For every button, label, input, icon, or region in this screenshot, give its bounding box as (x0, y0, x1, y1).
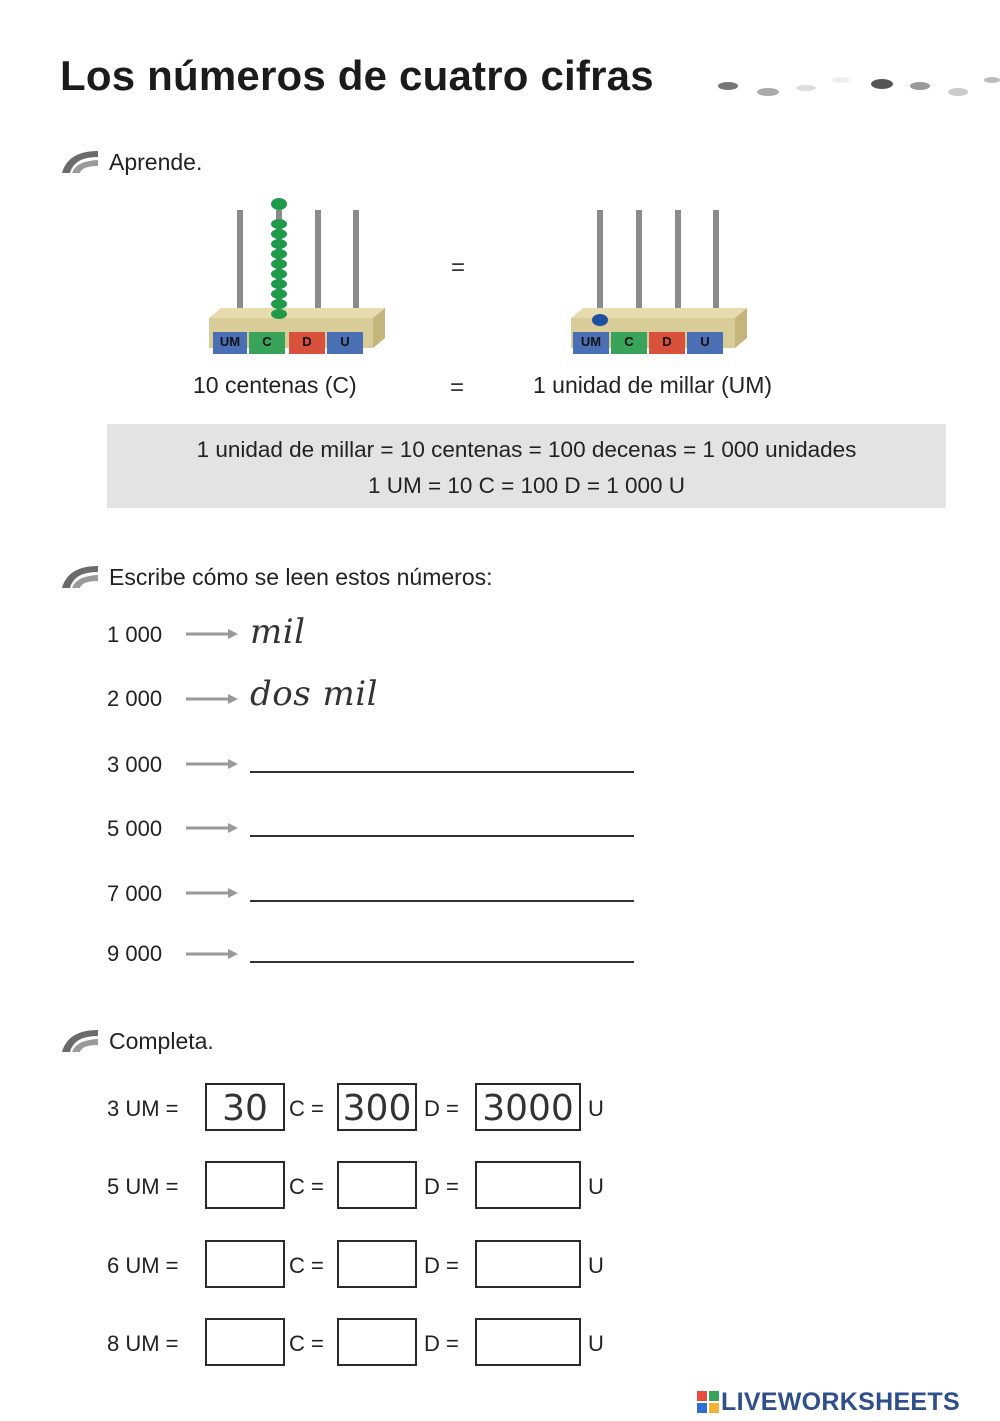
arrow-right-icon (186, 693, 238, 705)
unidades-input[interactable] (475, 1318, 581, 1366)
reading-heading: Escribe cómo se leen estos números: (109, 564, 493, 590)
reading-number: 5 000 (107, 816, 163, 841)
reading-answer-filled: dos mil (250, 674, 378, 714)
label-u: U (588, 1174, 604, 1199)
unidades-input[interactable] (475, 1240, 581, 1288)
reading-answer-filled: mil (250, 612, 306, 652)
right-abacus-label-c: C (624, 334, 634, 349)
learn-heading: Aprende. (109, 149, 203, 175)
left-abacus-label-d: D (302, 334, 312, 349)
label-u: U (588, 1096, 604, 1121)
answer-line (250, 771, 634, 773)
reading-number: 9 000 (107, 941, 163, 966)
row-label-um: 6 UM = (107, 1253, 179, 1278)
info-line-2: 1 UM = 10 C = 100 D = 1 000 U (367, 473, 686, 498)
label-d-equals: D = (424, 1096, 459, 1121)
left-abacus-label-c: C (262, 334, 272, 349)
arrow-right-icon (186, 758, 238, 770)
centenas-input[interactable]: 30 (205, 1083, 285, 1131)
info-box (107, 424, 946, 508)
blue-bead (592, 314, 608, 326)
section-icon (60, 147, 100, 175)
label-d-equals: D = (424, 1174, 459, 1199)
equals-sign-abacus: = (451, 254, 466, 281)
arrow-right-icon (186, 628, 238, 640)
reading-number: 3 000 (107, 752, 163, 777)
decenas-input[interactable] (337, 1161, 417, 1209)
complete-heading: Completa. (109, 1028, 214, 1054)
right-abacus-label-um: UM (580, 334, 602, 349)
centenas-input[interactable] (205, 1240, 285, 1288)
right-caption: 1 unidad de millar (UM) (533, 372, 773, 398)
arrow-right-icon (186, 887, 238, 899)
reading-number: 1 000 (107, 622, 163, 647)
reading-section-heading (60, 560, 580, 594)
right-abacus-label-d: D (662, 334, 672, 349)
decenas-input[interactable] (337, 1240, 417, 1288)
label-u: U (588, 1331, 604, 1356)
left-abacus-label-um: UM (219, 334, 241, 349)
row-label-um: 8 UM = (107, 1331, 179, 1356)
section-icon (60, 562, 100, 590)
unidades-input[interactable] (475, 1161, 581, 1209)
centenas-input[interactable] (205, 1161, 285, 1209)
page-title: Los números de cuatro cifras (60, 52, 654, 99)
decenas-input[interactable]: 300 (337, 1083, 417, 1131)
reading-number: 2 000 (107, 686, 163, 711)
row-label-um: 3 UM = (107, 1096, 179, 1121)
right-abacus-label-u: U (700, 334, 710, 349)
decenas-input[interactable] (337, 1318, 417, 1366)
arrow-right-icon (186, 822, 238, 834)
section-icon (60, 1026, 100, 1054)
left-caption: 10 centenas (C) (193, 372, 357, 398)
left-abacus-label-u: U (340, 334, 350, 349)
liveworksheets-logo (697, 1388, 997, 1414)
reading-number: 7 000 (107, 881, 163, 906)
liveworksheets-icon (697, 1391, 719, 1413)
answer-line (250, 835, 634, 837)
answer-line (250, 961, 634, 963)
arrow-right-icon (186, 948, 238, 960)
centenas-input[interactable] (205, 1318, 285, 1366)
equals-sign-caption: = (450, 374, 465, 401)
label-d-equals: D = (424, 1253, 459, 1278)
brand-text: LIVEWORKSHEETS (721, 1388, 960, 1416)
title-decoration (716, 66, 1000, 106)
row-label-um: 5 UM = (107, 1174, 179, 1199)
label-c-equals: C = (289, 1253, 324, 1278)
learn-section-heading (60, 145, 280, 179)
info-line-1: 1 unidad de millar = 10 centenas = 100 decenas = 1 000 unidades (196, 437, 857, 462)
label-c-equals: C = (289, 1096, 324, 1121)
label-u: U (588, 1253, 604, 1278)
label-c-equals: C = (289, 1331, 324, 1356)
answer-line (250, 900, 634, 902)
unidades-input[interactable]: 3000 (475, 1083, 581, 1131)
label-d-equals: D = (424, 1331, 459, 1356)
label-c-equals: C = (289, 1174, 324, 1199)
complete-section-heading (60, 1024, 280, 1058)
